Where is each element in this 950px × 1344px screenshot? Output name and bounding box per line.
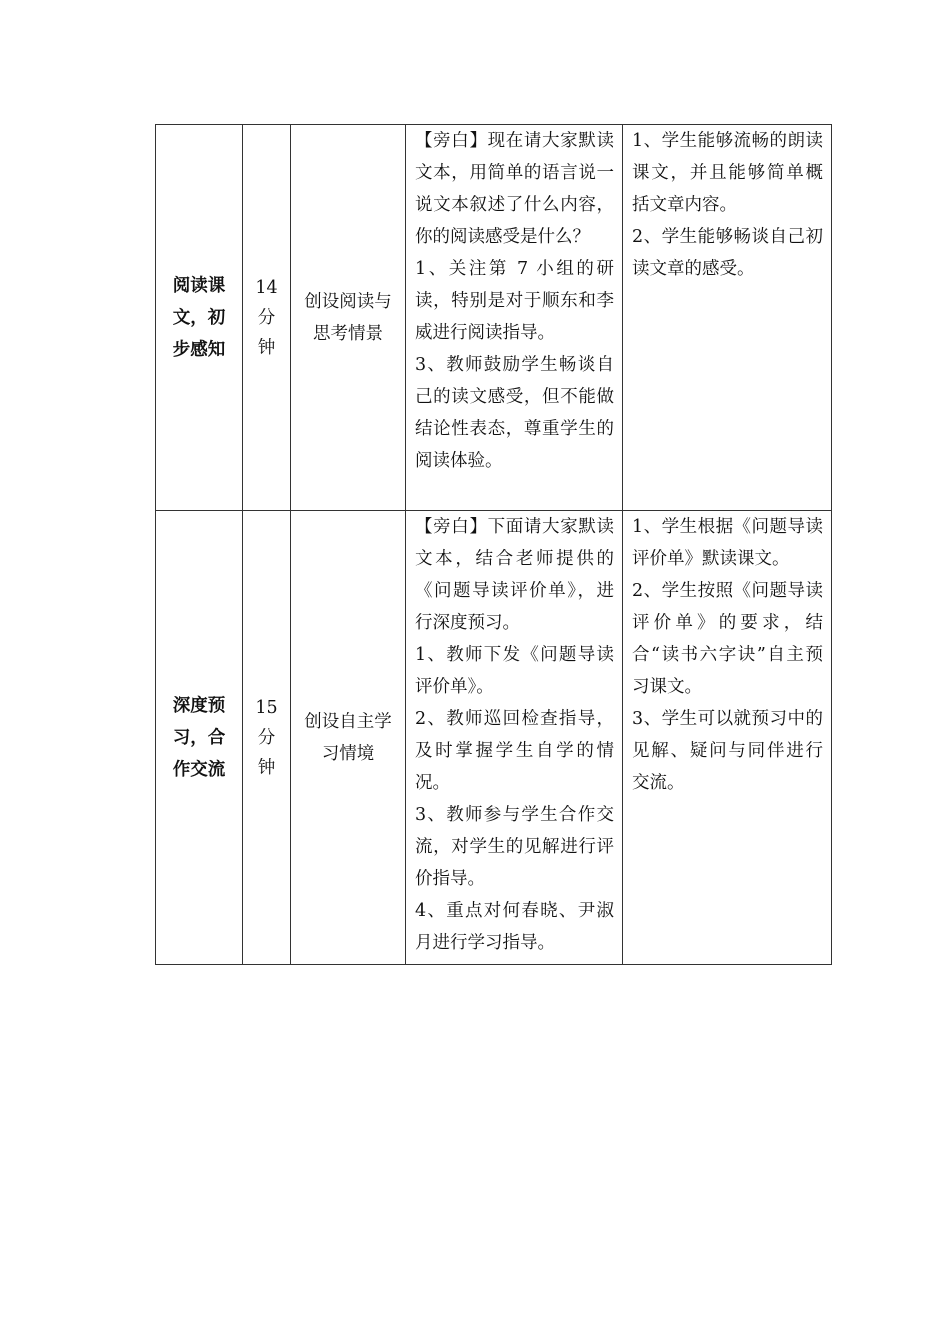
stage-text-line: 习，合 bbox=[172, 727, 226, 748]
teacher-activity-item: 3、教师参与学生合作交流，对学生的见解进行评价指导。 bbox=[415, 805, 614, 889]
table-row bbox=[156, 511, 832, 965]
student-activity-cell bbox=[623, 511, 832, 965]
student-activity-cell bbox=[623, 125, 832, 511]
teacher-activity-item: 2、教师巡回检查指导，及时掌握学生自学的情况。 bbox=[415, 709, 614, 793]
time-unit: 钟 bbox=[257, 757, 276, 778]
time-unit: 分 bbox=[257, 307, 276, 328]
teacher-activity-item: 【旁白】现在请大家默读文本，用简单的语言说一说文本叙述了什么内容，你的阅读感受是什么？ bbox=[415, 131, 614, 247]
stage-text-line: 阅读课 bbox=[172, 275, 226, 296]
scene-text-line: 创设自主学 bbox=[304, 711, 392, 732]
teacher-activity-cell bbox=[406, 125, 623, 511]
student-activity-item: 2、学生按照《问题导读评价单》的要求，结合“读书六字诀”自主预习课文。 bbox=[632, 581, 823, 697]
student-activity-item: 1、学生根据《问题导读评价单》默读课文。 bbox=[632, 517, 823, 569]
time-value: 15 bbox=[255, 697, 278, 718]
scene-text-line: 习情境 bbox=[321, 743, 375, 764]
time-unit: 钟 bbox=[257, 337, 276, 358]
stage-text-line: 深度预 bbox=[172, 695, 226, 716]
time-unit: 分 bbox=[257, 727, 276, 748]
teacher-activity-cell bbox=[406, 511, 623, 965]
time-cell bbox=[243, 511, 291, 965]
lesson-plan-table bbox=[155, 124, 832, 965]
stage-text-line: 作交流 bbox=[172, 759, 226, 780]
teacher-activity-item: 1、关注第 7 小组的研读，特别是对于顺东和李威进行阅读指导。 bbox=[415, 259, 614, 343]
time-cell bbox=[243, 125, 291, 511]
stage-cell bbox=[156, 125, 243, 511]
student-activity-item: 1、学生能够流畅的朗读课文，并且能够简单概括文章内容。 bbox=[632, 131, 823, 215]
teacher-activity-item: 【旁白】下面请大家默读文本，结合老师提供的《问题导读评价单》，进行深度预习。 bbox=[415, 517, 614, 633]
time-value: 14 bbox=[255, 277, 278, 298]
stage-cell bbox=[156, 511, 243, 965]
student-activity-item: 3、学生可以就预习中的见解、疑问与同伴进行交流。 bbox=[632, 709, 823, 793]
scene-cell bbox=[291, 511, 406, 965]
teacher-activity-item: 3、教师鼓励学生畅谈自己的读文感受，但不能做结论性表态，尊重学生的阅读体验。 bbox=[415, 355, 614, 471]
scene-text-line: 创设阅读与 bbox=[304, 291, 392, 312]
teacher-activity-item: 1、教师下发《问题导读评价单》。 bbox=[415, 645, 614, 697]
table-row bbox=[156, 125, 832, 511]
student-activity-item: 2、学生能够畅谈自己初读文章的感受。 bbox=[632, 227, 823, 279]
stage-text-line: 文，初 bbox=[172, 307, 226, 328]
scene-cell bbox=[291, 125, 406, 511]
teacher-activity-item: 4、重点对何春晓、尹淑月进行学习指导。 bbox=[415, 901, 614, 953]
stage-text-line: 步感知 bbox=[172, 339, 226, 360]
scene-text-line: 思考情景 bbox=[313, 323, 383, 344]
